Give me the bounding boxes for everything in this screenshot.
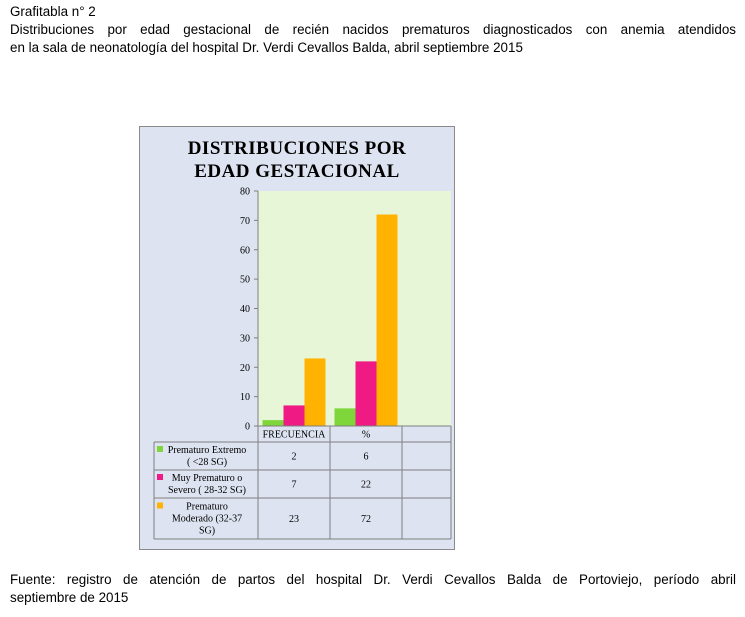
series-name: ( <28 SG) xyxy=(186,457,228,468)
series-name: Prematuro Extremo xyxy=(167,445,247,456)
bar xyxy=(335,408,356,426)
bar xyxy=(284,405,305,426)
y-tick-label: 80 xyxy=(240,186,250,198)
header-caption xyxy=(10,3,736,57)
caption-line-1: Distribuciones por edad gestacional de recién nacidos prematuros diagnosticados con anemia atendidos xyxy=(10,22,736,37)
category-label: % xyxy=(361,429,371,441)
y-tick-label: 60 xyxy=(240,245,250,257)
series-name: Prematuro xyxy=(186,501,228,513)
bar xyxy=(356,361,377,426)
footer-caption xyxy=(10,571,736,607)
plot-area xyxy=(258,191,451,426)
y-tick-label: 20 xyxy=(240,362,250,374)
bar xyxy=(377,215,398,427)
series-name: Muy Prematuro o xyxy=(171,473,243,484)
chart-title-line-1: DISTRIBUCIONES POR xyxy=(187,138,407,159)
grafitabla-label: Grafitabla n° 2 xyxy=(10,4,96,19)
chart-title-line-2: EDAD GESTACIONAL xyxy=(194,161,400,182)
data-value-label: 6 xyxy=(363,451,369,463)
series-name: SG) xyxy=(198,525,216,537)
data-value-label: 22 xyxy=(361,479,371,491)
series-name: Severo ( 28-32 SG) xyxy=(167,485,247,496)
bar xyxy=(305,358,326,426)
caption-line-2: en la sala de neonatología del hospital Dr. Verdi Cevallos Balda, abril septiembre 2015 xyxy=(10,40,523,55)
source-line-2: septiembre de 2015 xyxy=(10,590,129,605)
series-name: Moderado (32-37 xyxy=(171,513,243,525)
legend-swatch xyxy=(157,503,163,509)
source-line-1: Fuente: registro de atención de partos del hospital Dr. Verdi Cevallos Balda de Portoviejo, período abril xyxy=(10,572,736,587)
y-tick-label: 40 xyxy=(240,304,250,315)
y-tick-label: 10 xyxy=(240,392,250,404)
y-tick-label: 70 xyxy=(240,215,250,227)
data-value-label: 23 xyxy=(289,514,299,525)
y-tick-label: 50 xyxy=(240,274,250,286)
data-value-label: 7 xyxy=(291,479,297,491)
data-value-label: 72 xyxy=(361,514,371,525)
category-label: FRECUENCIA xyxy=(262,429,326,441)
data-value-label: 2 xyxy=(291,451,297,463)
legend-swatch xyxy=(157,446,163,452)
chart-svg xyxy=(140,127,456,551)
chart-frame xyxy=(139,126,455,550)
bar xyxy=(263,420,284,426)
y-tick-label: 0 xyxy=(245,421,250,433)
legend-swatch xyxy=(157,474,163,480)
y-tick-label: 30 xyxy=(240,333,250,345)
